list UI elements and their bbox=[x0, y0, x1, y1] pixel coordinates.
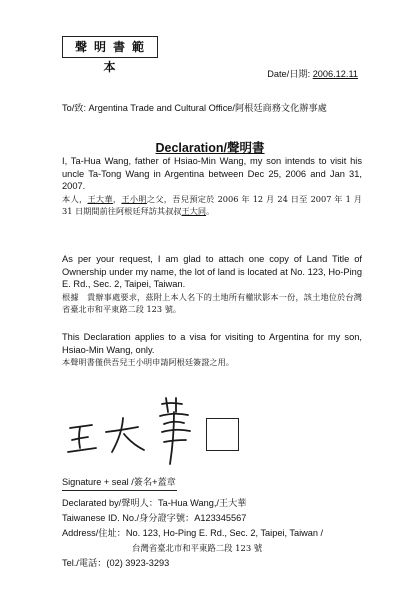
paragraph-visa-purpose-zh: 本聲明書僅供吾兒王小明申請阿根廷簽證之用。 bbox=[62, 357, 234, 368]
address-en: Address/住址：No. 123, Ho-Ping E. Rd., Sec. 2, Taipei, Taiwan / bbox=[62, 528, 324, 538]
zh-text: ， bbox=[112, 193, 122, 204]
paragraph-land-title-en: As per your request, I am glad to attach one copy of Land Title of Ownership under my name, the lot of land is located at No. 123, Ho-Ping E. Rd., Sec. 2, Taipei, Taiwan. bbox=[62, 254, 362, 290]
signature-label: Signature + seal /簽名+蓋章 bbox=[62, 477, 176, 487]
document-title: Declaration/聲明書 bbox=[155, 141, 265, 155]
handwritten-signature bbox=[66, 390, 206, 470]
zh-text: 之父，吾兒預定於 2006 年 12 月 24 日至 2007 年 1 月 31 日期間前往阿根廷拜訪其叔叔 bbox=[62, 193, 362, 217]
zh-text: 。 bbox=[206, 206, 215, 217]
recipient-line: To/致: Argentina Trade and Cultural Office/阿根廷商務文化辦事處 bbox=[62, 103, 327, 113]
paragraph-land-title bbox=[62, 253, 362, 316]
template-badge: 聲明書範本 bbox=[62, 36, 158, 58]
paragraph-land-title-zh: 根據 貴辦事處要求，茲附上本人名下的土地所有權狀影本一份，該土地位於台灣省臺北市和平東路二段 123 號。 bbox=[62, 291, 362, 315]
father-name: 王大華 bbox=[87, 193, 113, 204]
declarant-info bbox=[62, 496, 382, 571]
paragraph-visit-intent bbox=[62, 155, 362, 218]
id-number: Taiwanese ID. No./身分證字號：A123345567 bbox=[62, 513, 247, 523]
uncle-name: 王大同 bbox=[181, 206, 207, 217]
address-zh: 台灣省臺北市和平東路二段 123 號 bbox=[132, 543, 263, 553]
seal-box bbox=[206, 418, 239, 451]
paragraph-visit-intent-en: I, Ta-Hua Wang, father of Hsiao-Min Wang, my son intends to visit his uncle Ta-Tong Wang in Argentina between Dec 25, 2006 and Jan 31, 2007. bbox=[62, 156, 362, 192]
signature-divider bbox=[62, 490, 177, 491]
zh-text: 本人， bbox=[62, 193, 88, 204]
date-line bbox=[267, 66, 358, 80]
telephone: Tel./電話：(02) 3923-3293 bbox=[62, 558, 170, 568]
declared-by: Declarated by/聲明人：Ta-Hua Wang,/王大華 bbox=[62, 498, 247, 508]
paragraph-visa-purpose-en: This Declaration applies to a visa for visiting to Argentina for my son, Hsiao-Min Wang, only. bbox=[62, 332, 362, 355]
paragraph-visit-intent-zh bbox=[62, 193, 362, 218]
son-name: 王小明 bbox=[121, 193, 147, 204]
date-label: Date/日期: bbox=[267, 69, 313, 79]
date-value: 2006.12.11 bbox=[312, 69, 358, 79]
paragraph-visa-purpose bbox=[62, 331, 362, 369]
